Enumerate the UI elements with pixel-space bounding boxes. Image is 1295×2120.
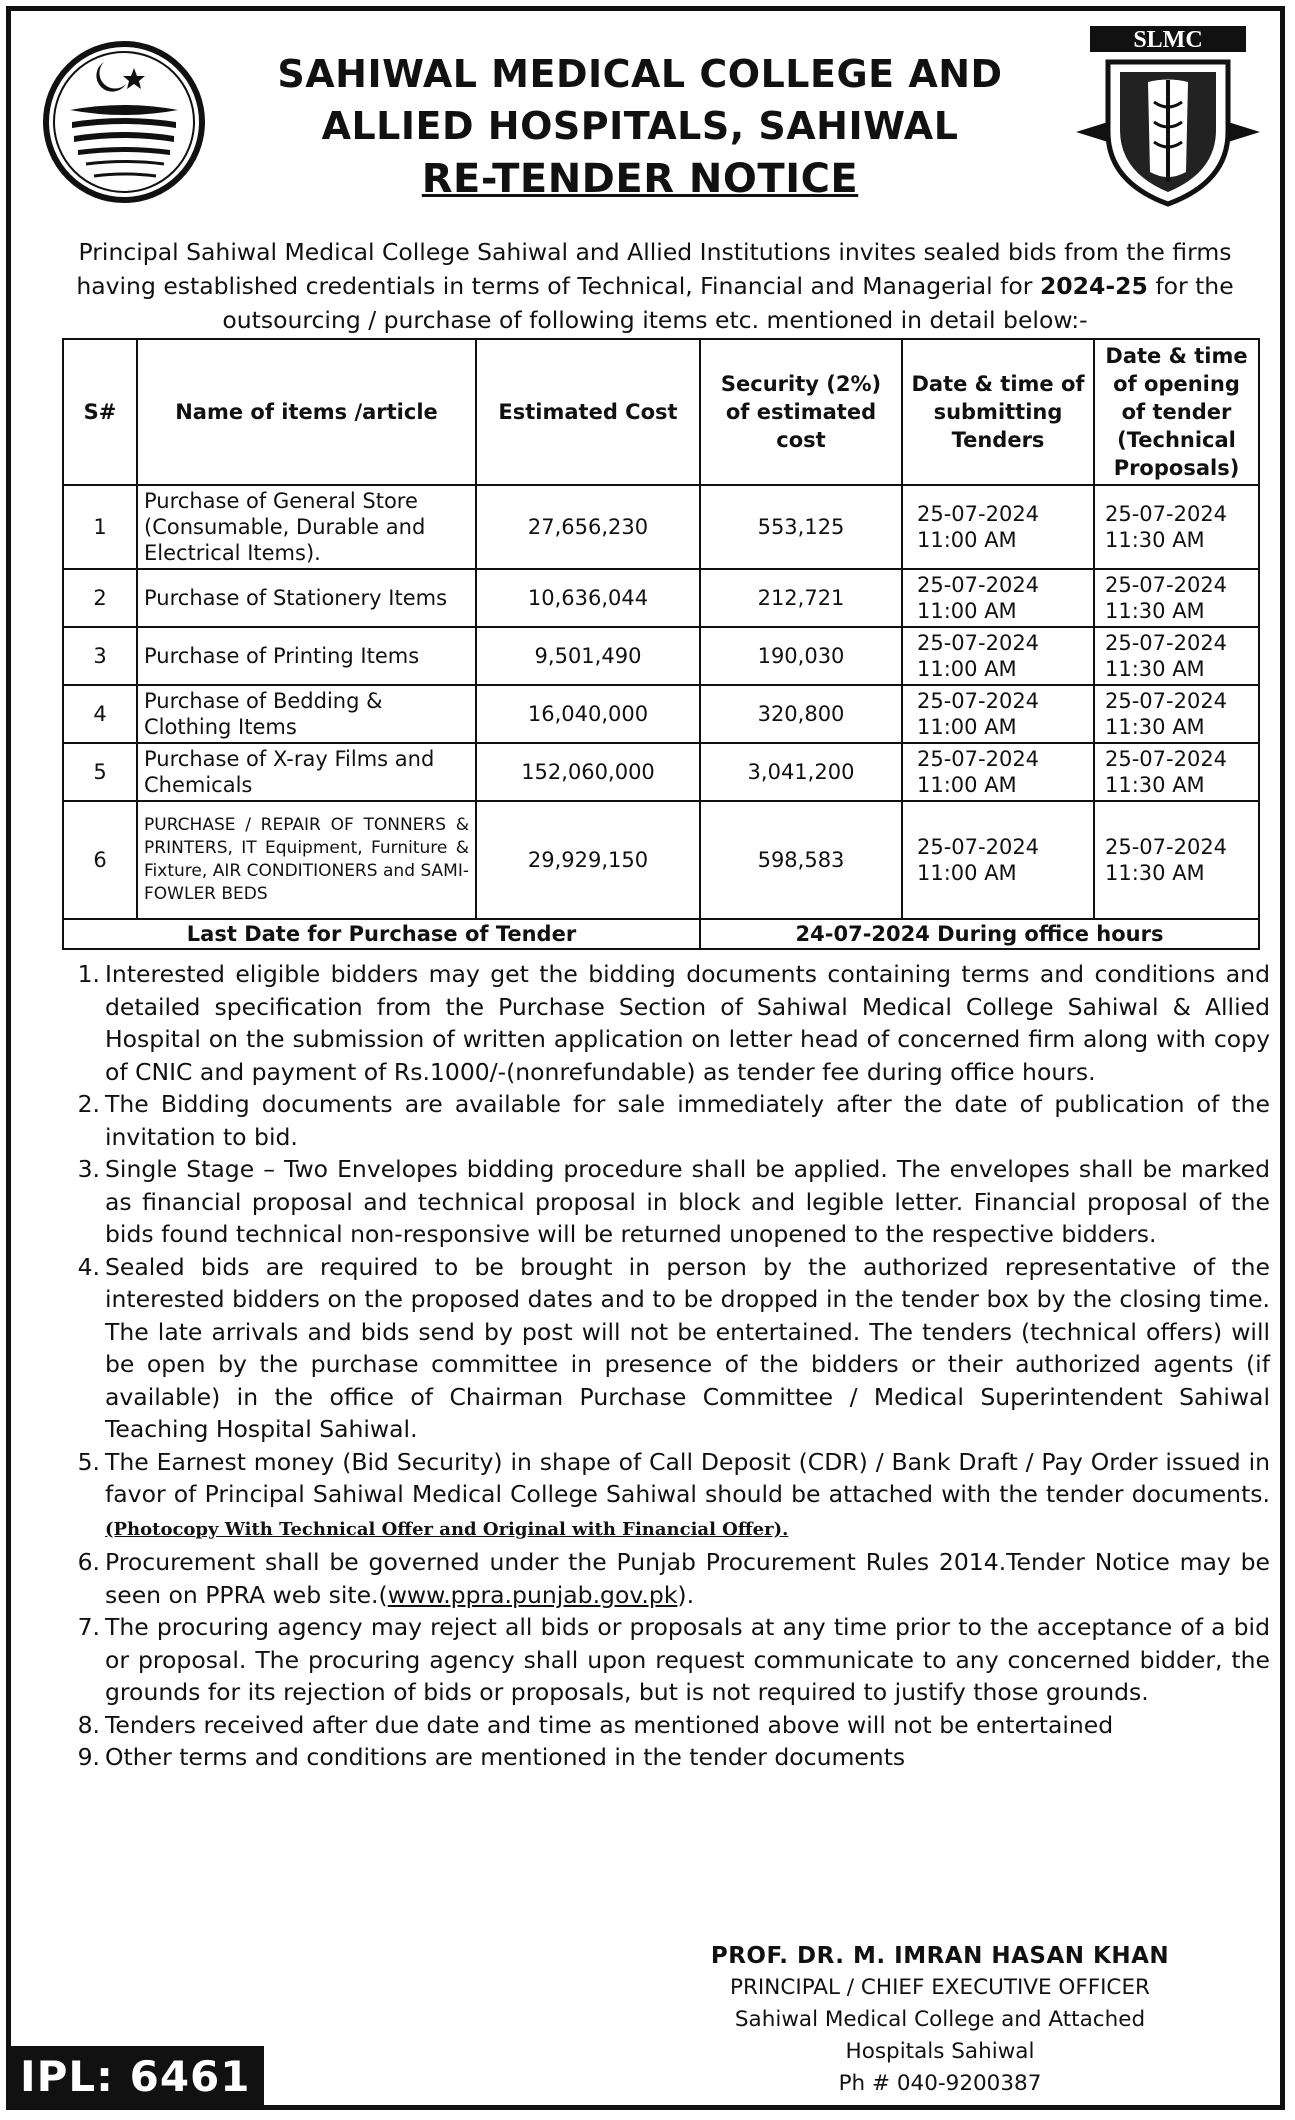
slmc-college-logo: [1068, 22, 1268, 212]
table-row: [63, 485, 1259, 569]
row-open: [1094, 569, 1259, 627]
row-cost: 10,636,044: [476, 569, 700, 627]
submit-time: 11:00 AM: [917, 773, 1017, 797]
row-security: 3,041,200: [700, 743, 902, 801]
row-cost: 27,656,230: [476, 485, 700, 569]
term-text: The Bidding documents are available for sale immediately after the date of publication of the invitation to bid.: [105, 1090, 1270, 1151]
row-cost: 16,040,000: [476, 685, 700, 743]
term-number: 1.: [77, 960, 100, 988]
row-submit: [902, 685, 1094, 743]
term-text: Other terms and conditions are mentioned in the tender documents: [105, 1743, 906, 1771]
term-item: [60, 1088, 1270, 1153]
row-open: [1094, 801, 1259, 919]
submit-date: 25-07-2024: [917, 502, 1040, 526]
open-date: 25-07-2024: [1105, 573, 1228, 597]
row-submit: [902, 569, 1094, 627]
term-note: (Photocopy With Technical Offer and Original with Financial Offer).: [105, 1518, 789, 1540]
submit-date: 25-07-2024: [917, 573, 1040, 597]
punjab-government-emblem: [42, 40, 207, 205]
table-row: [63, 685, 1259, 743]
college-name-line1: SAHIWAL MEDICAL COLLEGE AND: [277, 52, 1003, 96]
row-submit: [902, 627, 1094, 685]
signatory-name: PROF. DR. M. IMRAN HASAN KHAN: [710, 1943, 1170, 1969]
open-date: 25-07-2024: [1105, 689, 1228, 713]
open-time: 11:30 AM: [1105, 657, 1205, 681]
last-date-label: Last Date for Purchase of Tender: [63, 919, 700, 949]
row-cost: 9,501,490: [476, 627, 700, 685]
open-time: 11:30 AM: [1105, 861, 1205, 885]
logo-text: SLMC: [1133, 27, 1203, 53]
row-name: Purchase of X-ray Films and Chemicals: [137, 743, 476, 801]
submit-date: 25-07-2024: [917, 835, 1040, 859]
header-opening: Date & time of opening of tender (Technical Proposals): [1094, 339, 1259, 485]
term-text: Single Stage – Two Envelopes bidding procedure shall be applied. The envelopes shall be marked as financial proposal and technical proposal in block and legible letter. Financial proposal of the bids found technical non-responsive will be returned unopened to the respective bidders.: [105, 1155, 1270, 1248]
row-open: [1094, 685, 1259, 743]
term-number: 3.: [77, 1155, 100, 1183]
term-text: Tenders received after due date and time as mentioned above will not be entertained: [105, 1710, 1114, 1739]
term-number: 7.: [77, 1613, 100, 1641]
notice-title: RE-TENDER NOTICE: [421, 156, 859, 202]
tender-table: [62, 338, 1260, 950]
header-name: Name of items /article: [137, 339, 476, 485]
table-row: [63, 627, 1259, 685]
term-item: [60, 1741, 1270, 1774]
term-tail: ).: [677, 1580, 695, 1609]
term-number: 2.: [77, 1090, 100, 1118]
open-time: 11:30 AM: [1105, 773, 1205, 797]
submit-date: 25-07-2024: [917, 631, 1040, 655]
open-date: 25-07-2024: [1105, 835, 1228, 859]
terms-list: [60, 958, 1270, 1774]
row-submit: [902, 743, 1094, 801]
row-security: 212,721: [700, 569, 902, 627]
row-name: Purchase of Stationery Items: [137, 569, 476, 627]
table-header-row: [63, 339, 1259, 485]
row-name: Purchase of Printing Items: [137, 627, 476, 685]
row-name: Purchase of Bedding & Clothing Items: [137, 685, 476, 743]
row-cost: 152,060,000: [476, 743, 700, 801]
term-item: [60, 1153, 1270, 1251]
row-security: 320,800: [700, 685, 902, 743]
row-sn: 1: [63, 485, 137, 569]
open-date: 25-07-2024: [1105, 502, 1228, 526]
submit-date: 25-07-2024: [917, 747, 1040, 771]
signatory-phone: Ph # 040-9200387: [838, 2071, 1042, 2096]
submit-time: 11:00 AM: [917, 715, 1017, 739]
submit-time: 11:00 AM: [917, 528, 1017, 552]
ppra-website-link[interactable]: www.ppra.punjab.gov.pk: [387, 1580, 678, 1609]
submit-time: 11:00 AM: [917, 599, 1017, 623]
term-item: [60, 1709, 1270, 1742]
table-row: [63, 569, 1259, 627]
term-item: [60, 1251, 1270, 1446]
term-number: 6.: [77, 1548, 100, 1576]
open-date: 25-07-2024: [1105, 631, 1228, 655]
term-number: 8.: [77, 1710, 100, 1739]
term-text: The Earnest money (Bid Security) in shape of Call Deposit (CDR) / Bank Draft / Pay Order issued in favor of Principal Sahiwal Medical College Sahiwal should be attached with the tender documents.: [105, 1447, 1270, 1508]
submit-time: 11:00 AM: [917, 657, 1017, 681]
open-time: 11:30 AM: [1105, 599, 1205, 623]
ipl-code-badge: IPL: 6461: [10, 2046, 264, 2107]
open-time: 11:30 AM: [1105, 528, 1205, 552]
row-submit: [902, 801, 1094, 919]
row-sn: 4: [63, 685, 137, 743]
term-text: The procuring agency may reject all bids or proposals at any time prior to the acceptance of a bid or proposal. The procuring agency shall upon request communicate to any concerned bidder, the grounds for its rejection of bids or proposals, but is not required to justify those grounds.: [105, 1613, 1270, 1706]
term-text: Sealed bids are required to be brought in person by the authorized representative of the interested bidders on the proposed dates and to be dropped in the tender box by the closing time. The late arrivals and bids send by post will not be entertained. The tenders (technical offers) will be open by the purchase committee in presence of the bidders or their authorized agents (if available) in the office of Chairman Purchase Committee / Medical Superintendent Sahiwal Teaching Hospital Sahiwal.: [105, 1252, 1270, 1443]
row-sn: 6: [63, 801, 137, 919]
row-security: 190,030: [700, 627, 902, 685]
open-date: 25-07-2024: [1105, 747, 1228, 771]
table-row: [63, 743, 1259, 801]
submit-time: 11:00 AM: [917, 861, 1017, 885]
term-number: 5.: [77, 1447, 100, 1476]
row-sn: 2: [63, 569, 137, 627]
row-security: 553,125: [700, 485, 902, 569]
last-date-value: 24-07-2024 During office hours: [700, 919, 1259, 949]
row-security: 598,583: [700, 801, 902, 919]
college-name-line2: ALLIED HOSPITALS, SAHIWAL: [321, 104, 959, 148]
submit-date: 25-07-2024: [917, 689, 1040, 713]
intro-paragraph: [60, 235, 1250, 337]
intro-text: Principal Sahiwal Medical College Sahiwal and Allied Institutions invites sealed bids from the firms having established credentials in terms of Technical, Financial and Managerial for: [76, 238, 1232, 300]
header-cost: Estimated Cost: [476, 339, 700, 485]
header-sn: S#: [63, 339, 137, 485]
term-item: [60, 1546, 1270, 1611]
term-item: [60, 1446, 1270, 1547]
term-text: Interested eligible bidders may get the bidding documents containing terms and conditions and detailed specification from the Purchase Section of Sahiwal Medical College Sahiwal & Allied Hospital on the submission of written application on letter head of concerned firm along with copy of CNIC and payment of Rs.1000/-(nonrefundable) as tender fee during office hours.: [105, 960, 1270, 1086]
term-number: 9.: [77, 1743, 100, 1771]
term-text: Procurement shall be governed under the Punjab Procurement Rules 2014.Tender Notice may be seen on PPRA web site.(: [105, 1548, 1270, 1609]
row-cost: 29,929,150: [476, 801, 700, 919]
row-sn: 5: [63, 743, 137, 801]
intro-year: 2024-25: [1039, 272, 1148, 300]
term-item: [60, 1611, 1270, 1709]
header-submit: Date & time of submitting Tenders: [902, 339, 1094, 485]
last-date-row: [63, 919, 1259, 949]
signature-block: [660, 1940, 1220, 2100]
intro-text-2: for the outsourcing / purchase of following items etc. mentioned in detail below:-: [222, 272, 1234, 334]
signatory-org-line1: Sahiwal Medical College and Attached: [734, 2007, 1146, 2032]
term-number: 4.: [77, 1252, 100, 1281]
signatory-org-line2: Hospitals Sahiwal: [845, 2039, 1035, 2064]
table-row: [63, 801, 1259, 919]
header-security: Security (2%) of estimated cost: [700, 339, 902, 485]
row-open: [1094, 743, 1259, 801]
row-open: [1094, 627, 1259, 685]
row-name: Purchase of General Store (Consumable, Durable and Electrical Items).: [137, 485, 476, 569]
row-submit: [902, 485, 1094, 569]
row-name: PURCHASE / REPAIR OF TONNERS & PRINTERS, IT Equipment, Furniture & Fixture, AIR CONDITIONERS and SAMI-FOWLER BEDS: [137, 801, 476, 919]
signatory-designation: PRINCIPAL / CHIEF EXECUTIVE OFFICER: [730, 1975, 1150, 2000]
term-item: [60, 958, 1270, 1088]
row-sn: 3: [63, 627, 137, 685]
row-open: [1094, 485, 1259, 569]
open-time: 11:30 AM: [1105, 715, 1205, 739]
